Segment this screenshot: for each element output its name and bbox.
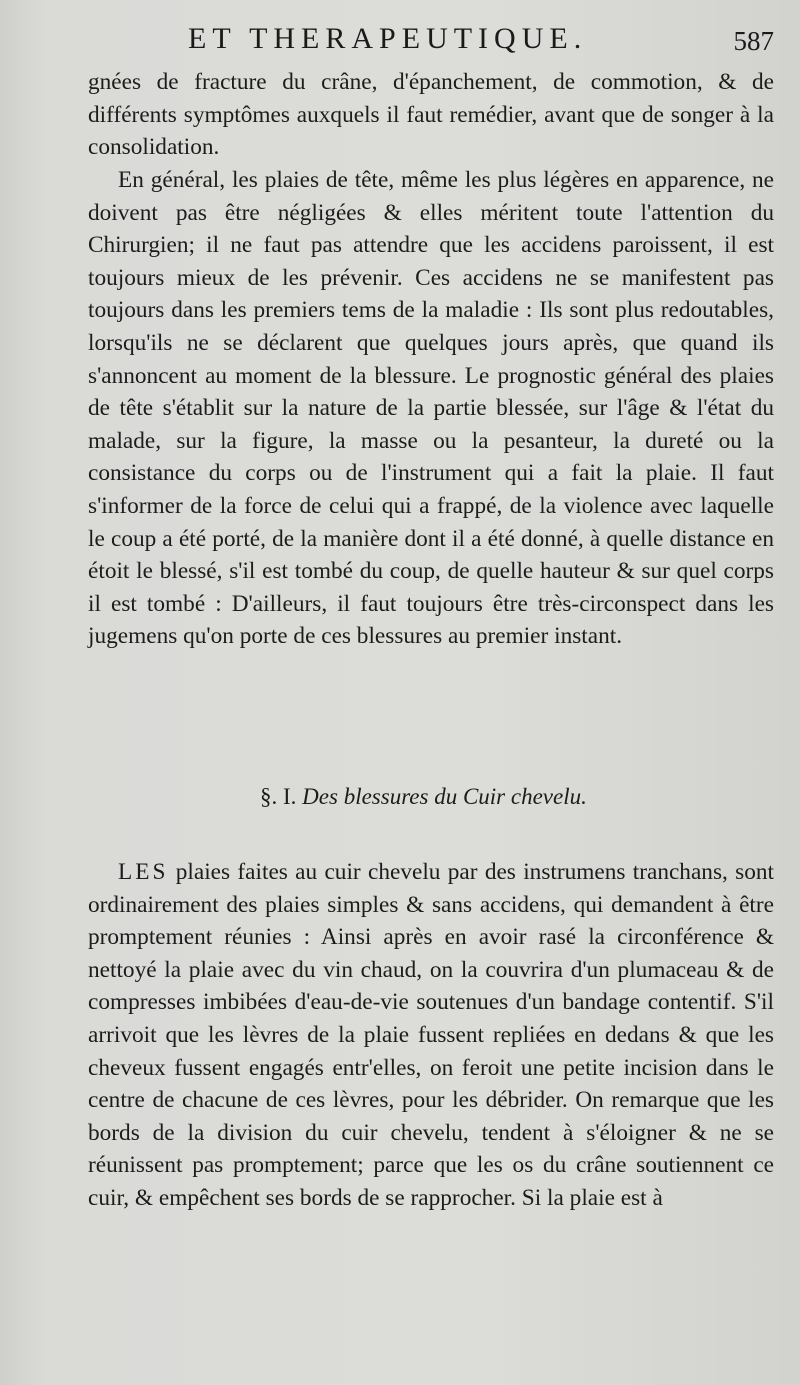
paragraph-lead-word: LES	[118, 859, 169, 885]
page-number: 587	[733, 26, 774, 56]
section-heading	[260, 784, 587, 810]
paragraph-cuir-chevelu	[88, 856, 774, 1215]
paragraph-body	[88, 856, 774, 1215]
paragraph-continuation	[88, 66, 774, 164]
paragraph-text: gnées de fracture du crâne, d'épanchement, de commotion, & de différents symptômes auxquels il faut remédier, avant que de songer à la consolidation.	[88, 69, 774, 161]
paragraph-general	[88, 164, 774, 653]
running-head: ET THERAPEUTIQUE.	[188, 22, 588, 55]
section-number: §. I.	[260, 784, 297, 809]
section-title: Des blessures du Cuir chevelu.	[302, 784, 587, 809]
paragraph-text: plaies faites au cuir chevelu par des instrumens tranchans, sont ordinairement des plaies simples & sans accidens, qui demandent à être promptement réunies : Ainsi après en avoir rasé la circonférence & nettoyé la plaie avec du vin chaud, on la couvrira d'un plumaceau & de compresses imbibées d'eau-de-vie soutenues d'un bandage contentif. S'il arrivoit que les lèvres de la plaie fussent repliées en dedans & que les cheveux fussent engagés entr'elles, on feroit une petite incision dans le centre de chacune de ces lèvres, pour les débrider. On remarque que les bords de la division du cuir chevelu, tendent à s'éloigner & ne se réunissent pas promptement; parce que les os du crâne soutiennent ce cuir, & empêchent ses bords de se rapprocher. Si la plaie est à	[88, 859, 774, 1211]
paragraph-text: En général, les plaies de tête, même les plus légères en apparence, ne doivent pas être négligées & elles méritent toute l'attention du Chirurgien; il ne faut pas attendre que les accidens paroissent, il est toujours mieux de les prévenir. Ces accidens ne se manifestent pas toujours dans les premiers tems de la maladie : Ils sont plus redoutables, lorsqu'ils ne se déclarent que quelques jours après, que quand ils s'annoncent au moment de la blessure. Le prognostic général des plaies de tête s'établit sur la nature de la partie blessée, sur l'âge & l'état du malade, sur la figure, la masse ou la pesanteur, la dureté ou la consistance du corps ou de l'instrument qui a fait la plaie. Il faut s'informer de la force de celui qui a frappé, de la violence avec laquelle le coup a été porté, de la manière dont il a été donné, à quelle distance en étoit le blessé, s'il est tombé du coup, de quelle hauteur & sur quel corps il est tombé : D'ailleurs, il faut toujours être très-circonspect dans les jugemens qu'on porte de ces blessures au premier instant.	[88, 167, 774, 650]
page-header	[80, 22, 774, 66]
